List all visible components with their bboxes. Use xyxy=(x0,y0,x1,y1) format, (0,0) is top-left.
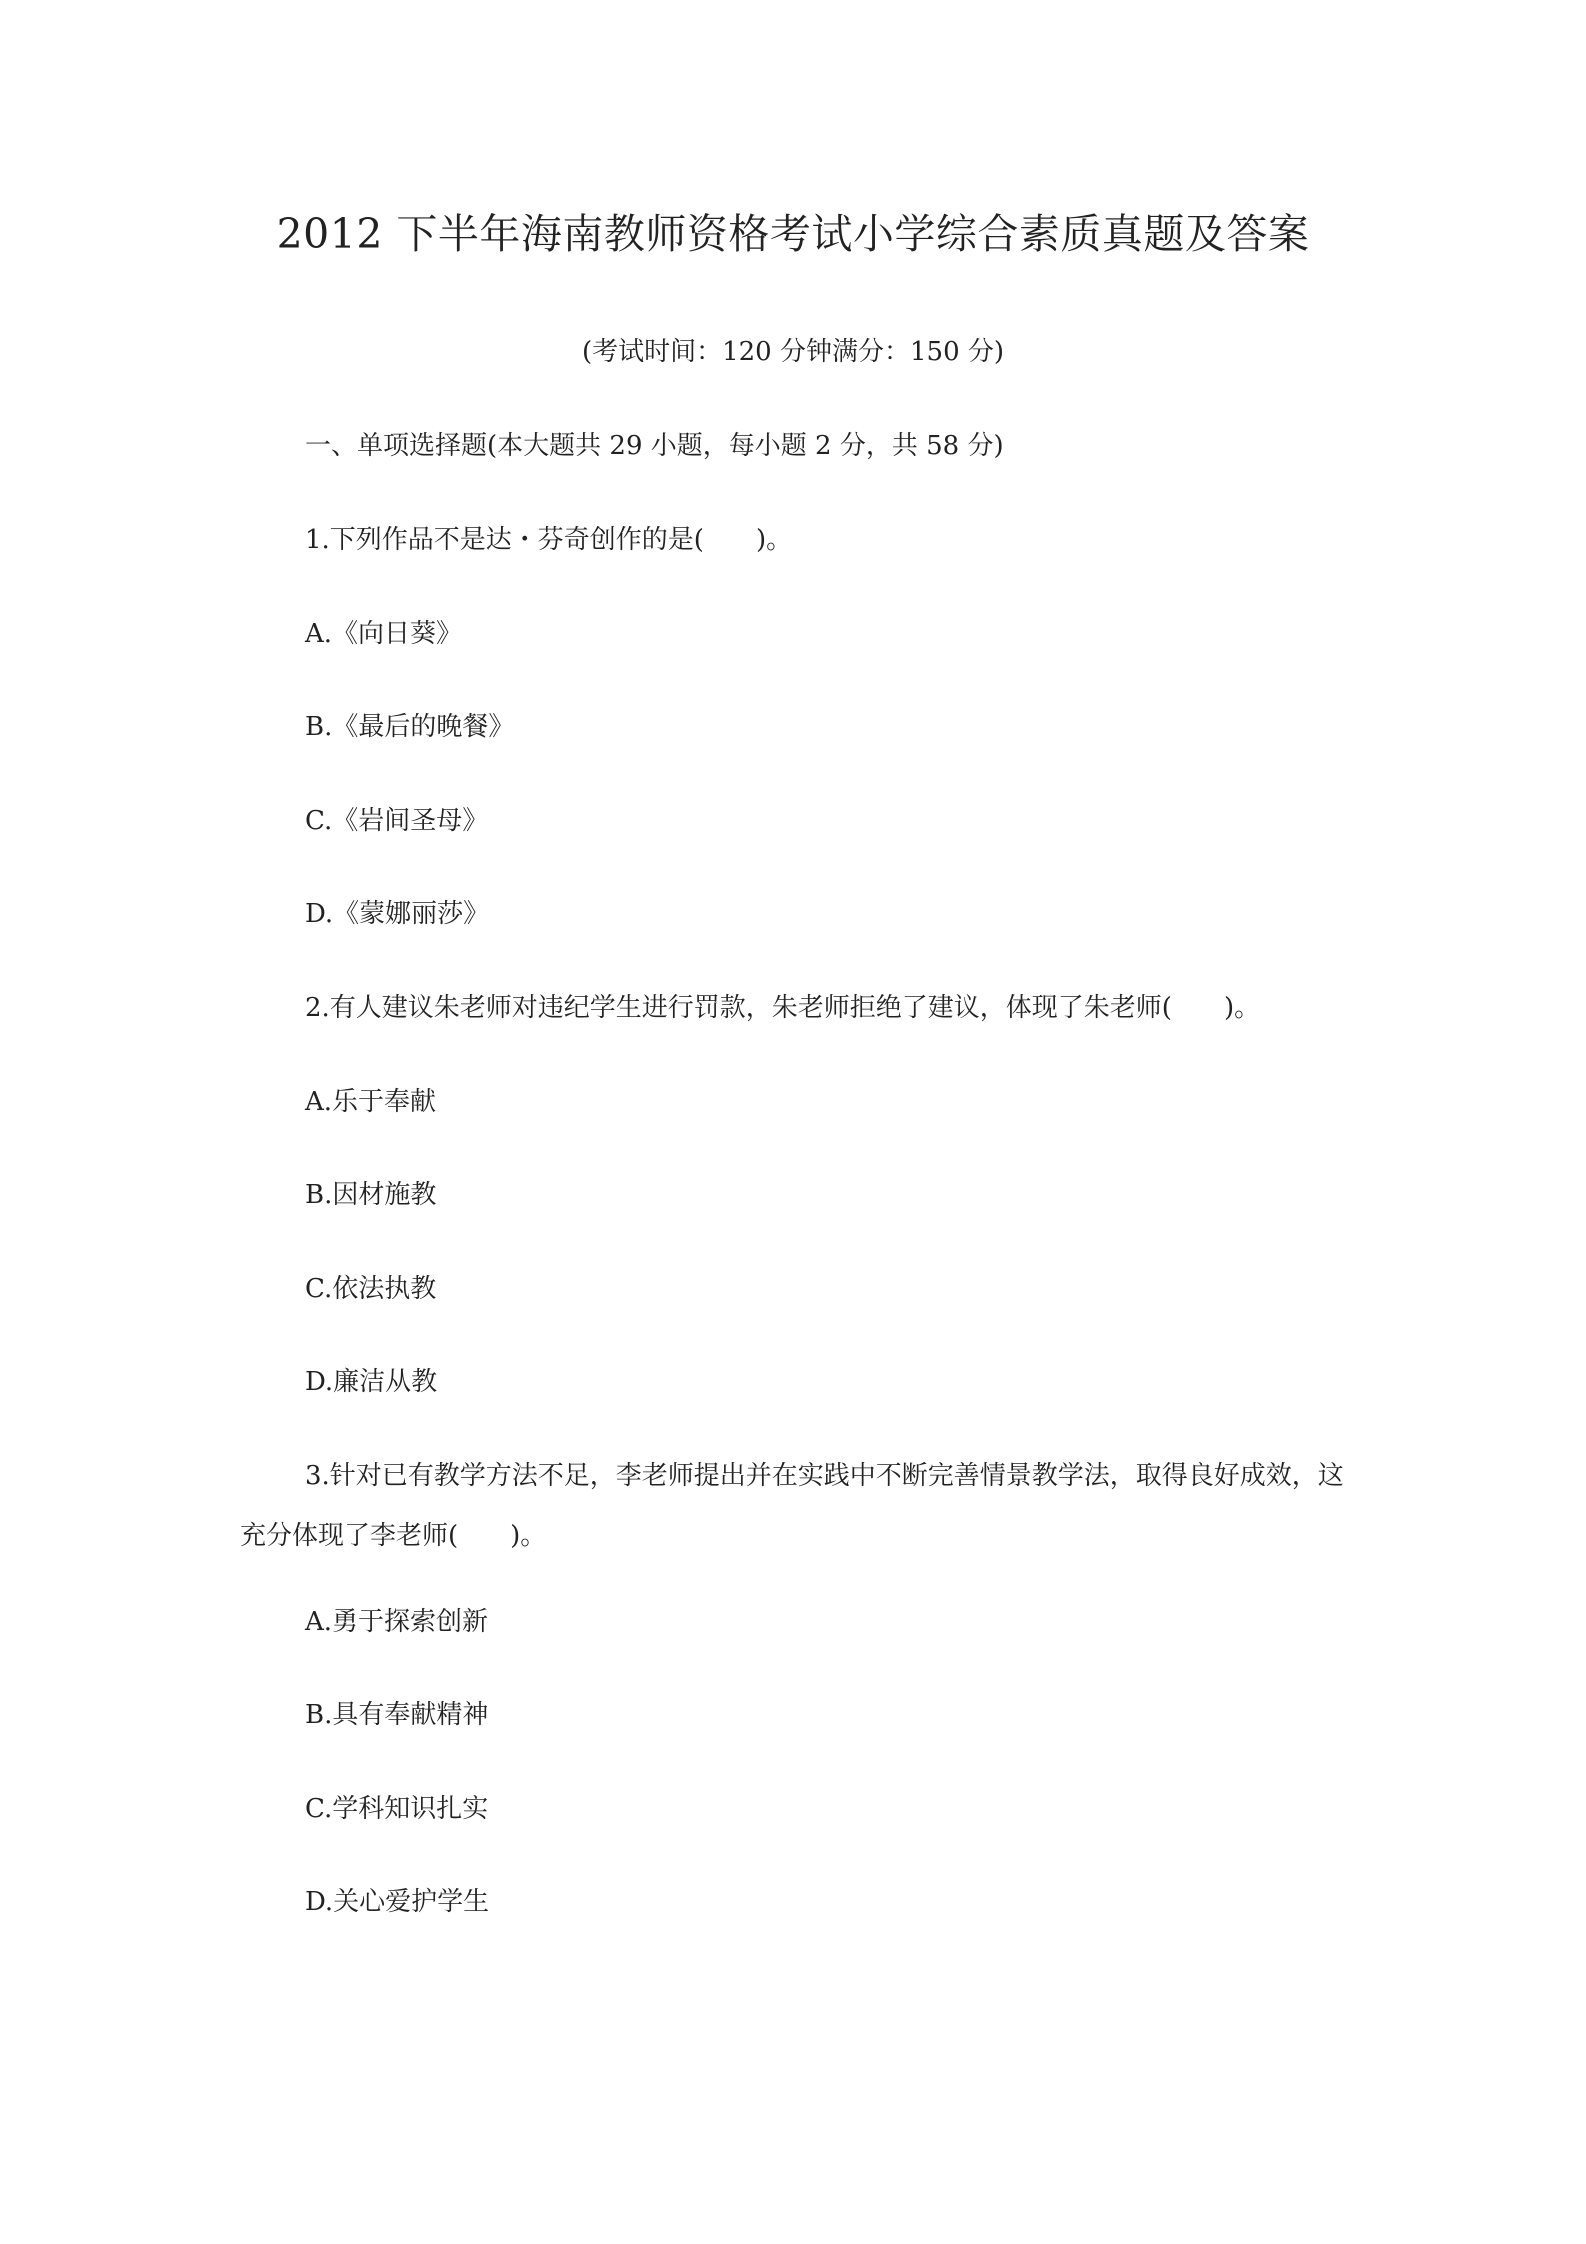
option-d: D.《蒙娜丽莎》 xyxy=(305,899,490,929)
option-d: D.廉洁从教 xyxy=(305,1367,438,1397)
option-b: B.具有奉献精神 xyxy=(305,1700,489,1730)
exam-info: (考试时间：120 分钟满分：150 分) xyxy=(581,337,1005,367)
question-stem: 1.下列作品不是达・芬奇创作的是( )。 xyxy=(305,525,793,555)
document-title: 2012 下半年海南教师资格考试小学综合素质真题及答案 xyxy=(276,210,1310,258)
option-b: B.因材施教 xyxy=(305,1180,437,1210)
option-a: A.勇于探索创新 xyxy=(305,1607,489,1637)
question-stem: 3.针对已有教学方法不足，李老师提出并在实践中不断完善情景教学法，取得良好成效，这充分体现了李老师( )。 xyxy=(240,1461,1344,1551)
option-a: A.乐于奉献 xyxy=(305,1087,437,1117)
question-stem: 2.有人建议朱老师对违纪学生进行罚款，朱老师拒绝了建议，体现了朱老师( )。 xyxy=(305,993,1261,1023)
section-heading: 一、单项选择题(本大题共 29 小题，每小题 2 分，共 58 分) xyxy=(305,431,1004,461)
option-c: C.学科知识扎实 xyxy=(305,1794,489,1824)
option-c: C.《岩间圣母》 xyxy=(305,806,489,836)
option-d: D.关心爱护学生 xyxy=(305,1887,490,1917)
option-b: B.《最后的晚餐》 xyxy=(305,712,515,742)
option-c: C.依法执教 xyxy=(305,1274,437,1304)
option-a: A.《向日葵》 xyxy=(305,619,463,649)
